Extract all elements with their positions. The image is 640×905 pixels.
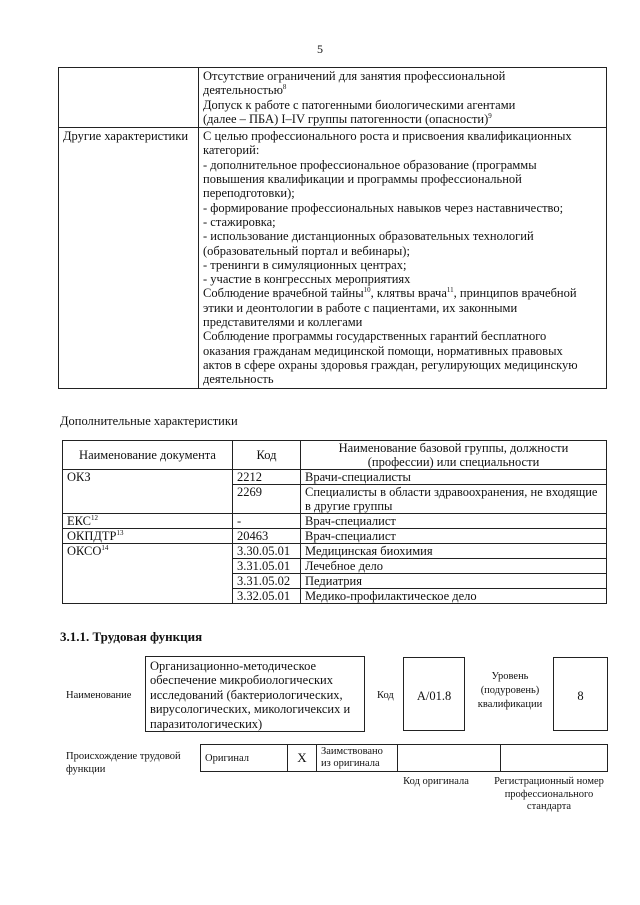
level-label: Уровень (подуровень) квалификации <box>477 671 543 710</box>
original-label: Оригинал <box>201 745 288 772</box>
text-span: - дополнительное профессиональное образование (программы <box>203 157 537 172</box>
function-code-box: A/01.8 <box>403 657 465 731</box>
row-label <box>59 68 199 128</box>
text-line <box>203 315 602 329</box>
footnote-ref: 9 <box>488 111 492 120</box>
code-cell: 3.31.05.01 <box>233 559 301 574</box>
page-number: 5 <box>317 42 323 56</box>
text-span: деятельность <box>203 372 274 387</box>
group-name-cell: Врачи-специалисты <box>301 470 607 485</box>
group-name-cell: Врач-специалист <box>301 529 607 544</box>
code-original-cell <box>398 745 501 772</box>
function-name-box: Организационно-методическое обеспечение микробиологических исследований (бактериологических, вирусологических, микологичексих и паразитологических) <box>145 656 365 732</box>
text-line <box>203 201 602 215</box>
document-name-cell <box>63 514 233 529</box>
text-line <box>203 112 602 126</box>
table-row <box>63 470 607 485</box>
code-original-caption: Код оригинала <box>403 776 469 787</box>
document-name: ОКЗ <box>67 470 91 484</box>
text-line <box>203 143 602 157</box>
text-span: , принципов врачебной <box>453 286 577 301</box>
row-content <box>199 128 607 388</box>
text-span: - формирование профессиональных навыков через наставничество; <box>203 200 564 215</box>
text-span: - использование дистанционных образовательных технологий <box>203 229 534 244</box>
footnote-ref: 13 <box>116 528 124 537</box>
text-line <box>203 172 602 186</box>
text-line <box>203 372 602 386</box>
table-row <box>59 68 607 128</box>
text-span: Соблюдение программы государственных гарантий бесплатного <box>203 329 547 344</box>
table-row <box>59 128 607 388</box>
origin-label: Происхождение трудовой функции <box>66 751 181 775</box>
text-span: повышения квалификации и программы профессиональной <box>203 172 522 187</box>
table-header-row <box>63 441 607 470</box>
text-line <box>203 186 602 200</box>
document-name-cell <box>63 529 233 544</box>
section-title: 3.1.1. Трудовая функция <box>60 629 203 644</box>
footnote-ref: 11 <box>446 286 454 295</box>
code-cell: 20463 <box>233 529 301 544</box>
group-name-cell: Педиатрия <box>301 574 607 589</box>
text-span: Допуск к работе с патогенными биологическими агентами <box>203 97 516 112</box>
text-span: - стажировка; <box>203 214 276 229</box>
text-span: деятельностью <box>203 83 283 98</box>
text-line <box>203 158 602 172</box>
text-line <box>203 358 602 372</box>
document-name: ЕКС <box>67 514 91 528</box>
group-name-cell: Медицинская биохимия <box>301 544 607 559</box>
classifiers-table <box>62 440 607 604</box>
text-span: оказания гражданам медицинской помощи, нормативных правовых <box>203 343 563 358</box>
origin-table <box>200 744 608 772</box>
text-line <box>203 129 602 143</box>
text-span: (образовательный портал и вебинары); <box>203 243 410 258</box>
reg-number-caption: Регистрационный номер профессионального стандарта <box>494 776 604 812</box>
code-cell: 3.32.05.01 <box>233 589 301 604</box>
table-row <box>63 529 607 544</box>
text-line <box>203 272 602 286</box>
borrowed-label: Заимствовано из оригинала <box>317 745 398 772</box>
code-cell: 3.31.05.02 <box>233 574 301 589</box>
level-box: 8 <box>553 657 608 731</box>
table-row <box>63 514 607 529</box>
text-span: - участие в конгрессных мероприятиях <box>203 272 411 287</box>
text-span: (далее – ПБА) I–IV группы патогенности (опасности) <box>203 111 489 126</box>
group-name-cell: Лечебное дело <box>301 559 607 574</box>
text-span: Отсутствие ограничений для занятия профессиональной <box>203 69 506 83</box>
text-span: категорий: <box>203 143 260 158</box>
column-header: Наименование документа <box>63 441 233 470</box>
text-span: Соблюдение врачебной тайны <box>203 286 364 301</box>
row-label: Другие характеристики <box>59 128 199 388</box>
footnote-ref: 10 <box>363 286 371 295</box>
code-label: Код <box>377 690 394 701</box>
group-name-cell: Специалисты в области здравоохранения, не входящие в другие группы <box>301 485 607 514</box>
text-line <box>203 301 602 315</box>
text-line <box>203 244 602 258</box>
text-line <box>203 286 602 300</box>
text-line <box>203 69 602 83</box>
row-content <box>199 68 607 128</box>
text-span: С целью профессионального роста и присвоения квалификационных <box>203 129 572 144</box>
text-span: - тренинги в симуляционных центрах; <box>203 257 407 272</box>
text-line <box>203 229 602 243</box>
text-span: , клятвы врача <box>370 286 447 301</box>
characteristics-table <box>58 67 607 389</box>
code-cell: 3.30.05.01 <box>233 544 301 559</box>
document-name: ОКПДТР <box>67 529 117 543</box>
text-span: представителями и коллегами <box>203 315 363 330</box>
text-line <box>203 215 602 229</box>
document-name-cell <box>63 470 233 514</box>
text-line <box>203 258 602 272</box>
footnote-ref: 12 <box>91 513 98 522</box>
document-name-cell <box>63 544 233 604</box>
table-row <box>63 544 607 559</box>
name-label: Наименование <box>66 690 132 701</box>
text-line <box>203 98 602 112</box>
text-span: актов в сфере охраны здоровья граждан, регулирующих медицинскую <box>203 357 578 372</box>
code-cell: 2269 <box>233 485 301 514</box>
column-header: Наименование базовой группы, должности (профессии) или специальности <box>301 441 607 470</box>
footnote-ref: 14 <box>101 543 109 552</box>
document-name: ОКСО <box>67 544 102 558</box>
text-line <box>203 83 602 97</box>
code-cell: 2212 <box>233 470 301 485</box>
text-line <box>203 344 602 358</box>
original-mark: X <box>288 745 317 772</box>
text-line <box>203 329 602 343</box>
group-name-cell: Врач-специалист <box>301 514 607 529</box>
text-span: переподготовки); <box>203 186 295 201</box>
reg-number-cell <box>501 745 608 772</box>
group-name-cell: Медико-профилактическое дело <box>301 589 607 604</box>
text-span: этики и деонтологии в работе с пациентами, их законными <box>203 300 518 315</box>
column-header: Код <box>233 441 301 470</box>
code-cell: - <box>233 514 301 529</box>
footnote-ref: 8 <box>282 83 287 92</box>
additional-characteristics-heading: Дополнительные характеристики <box>60 414 238 428</box>
